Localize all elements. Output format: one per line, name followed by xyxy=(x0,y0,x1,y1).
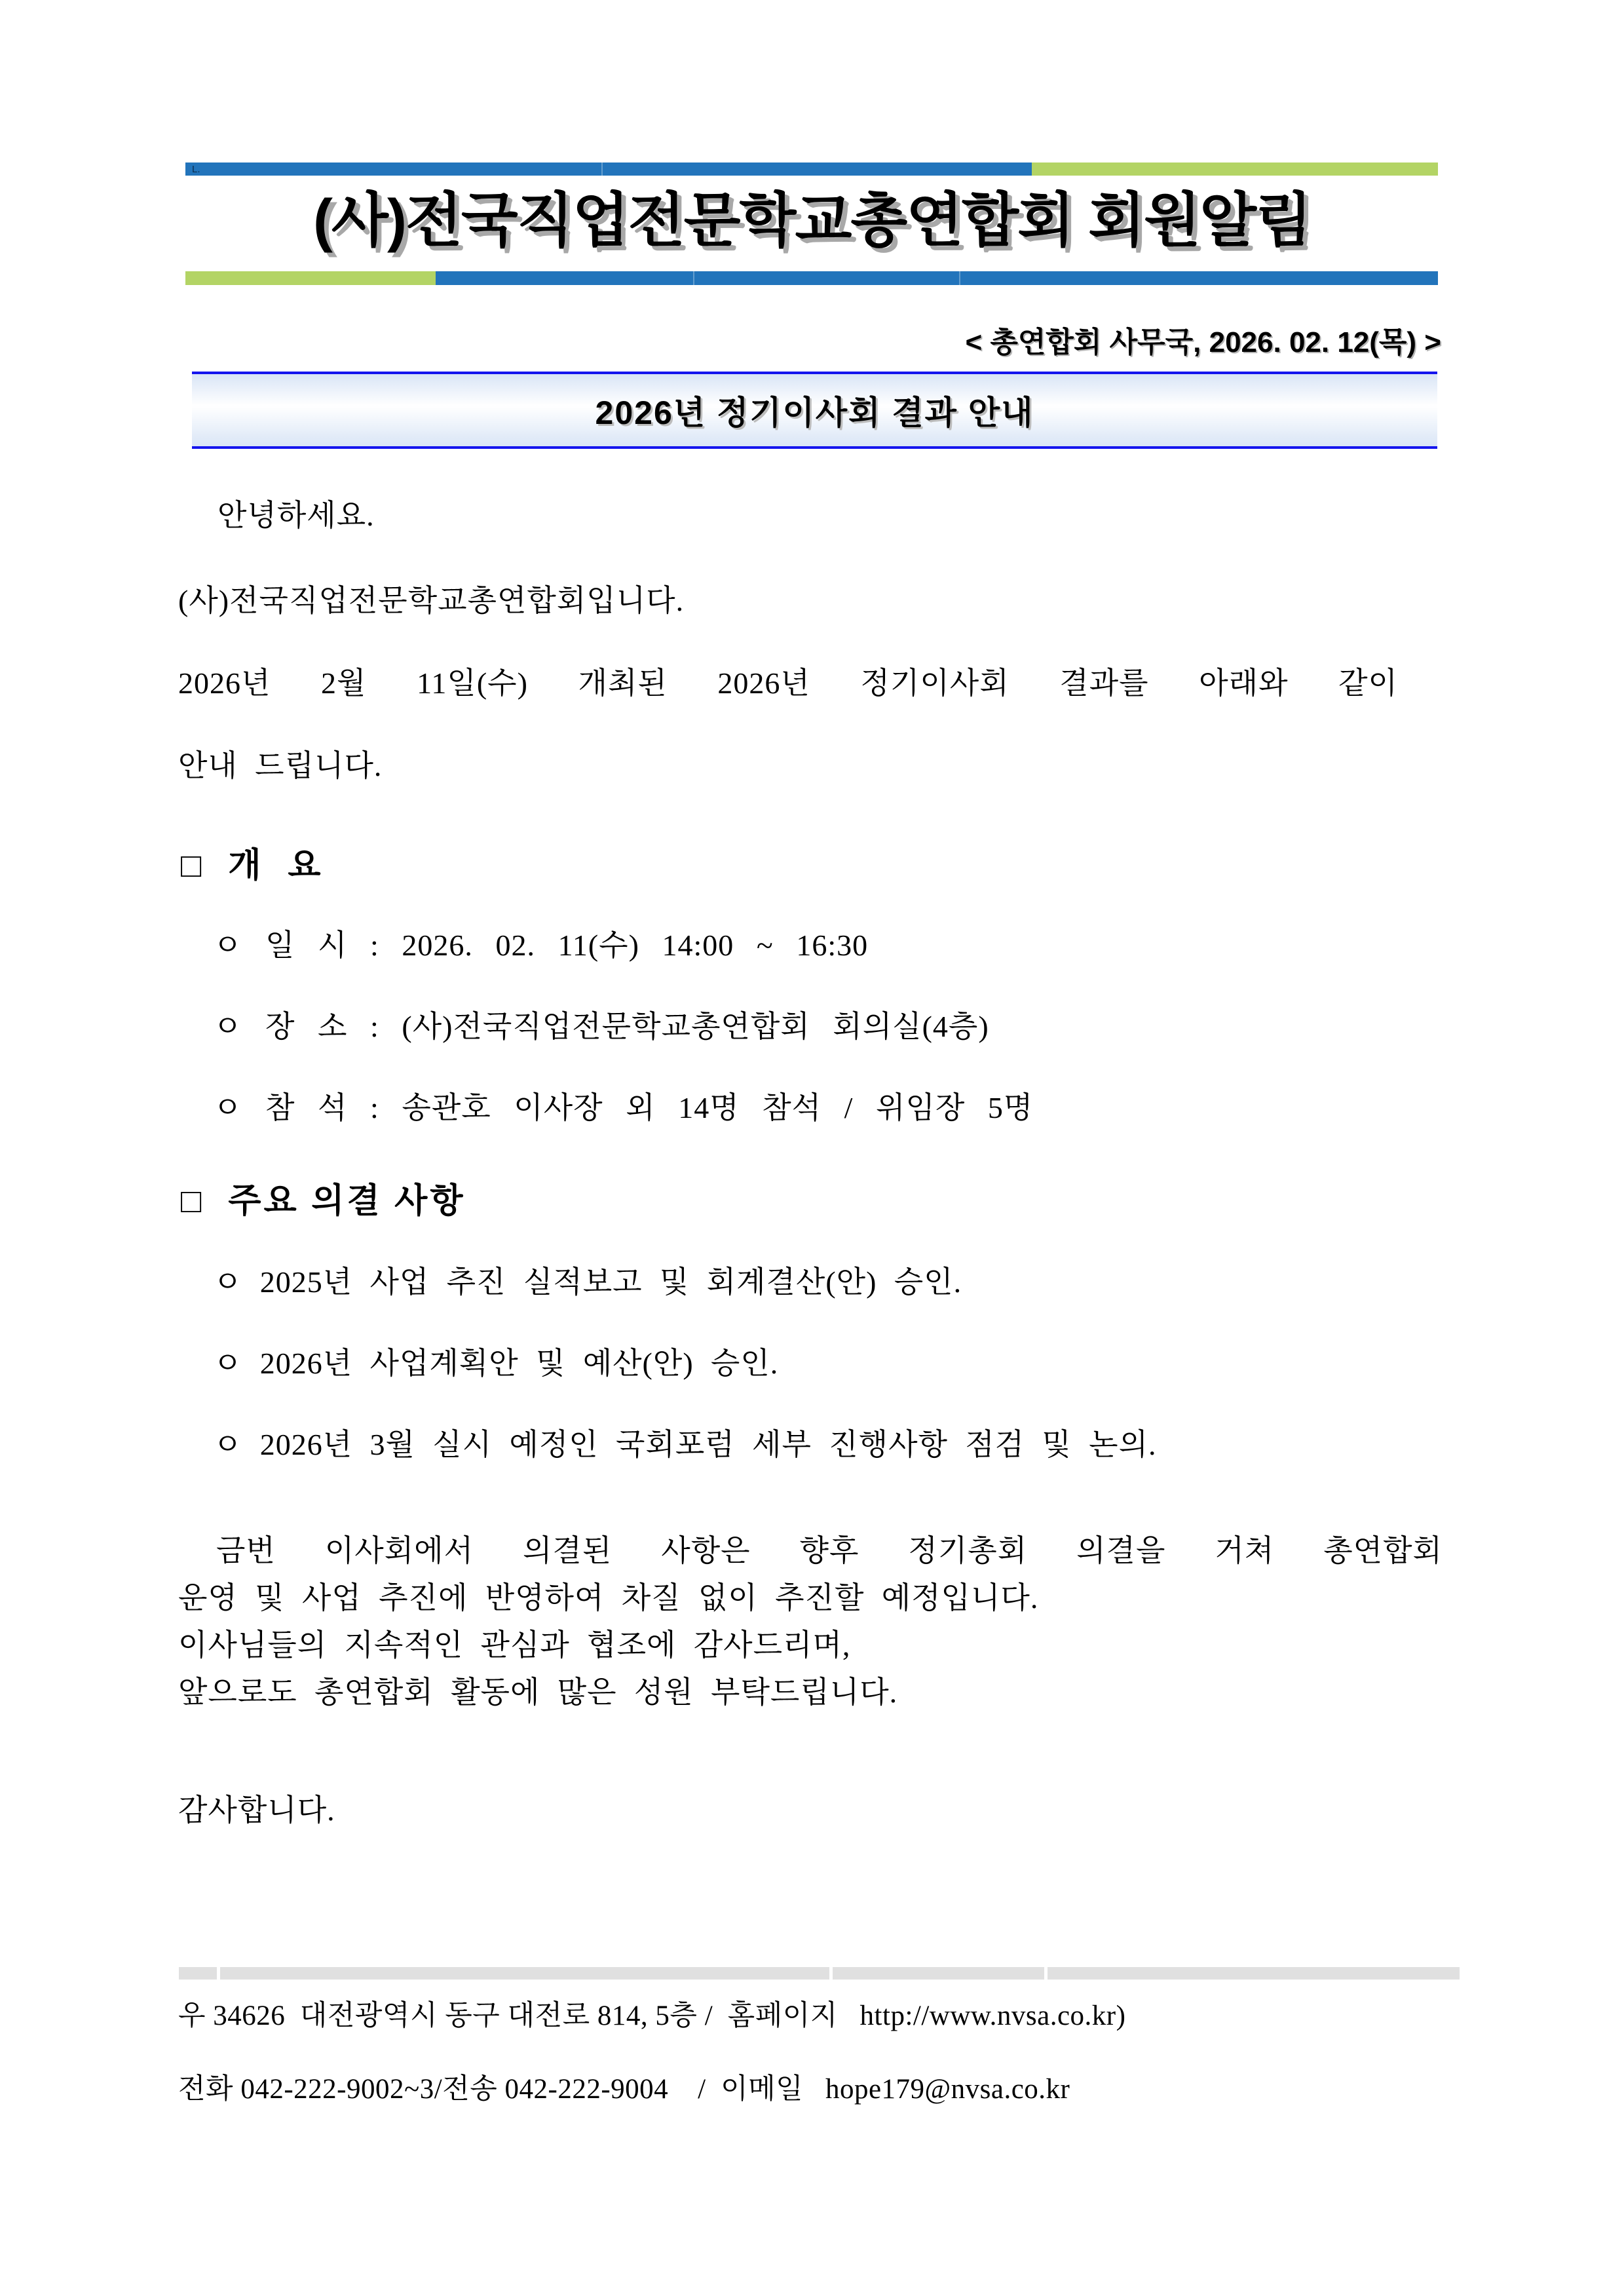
overview-item-place: ㅇ 장 소 : (사)전국직업전문학교총연합회 회의실(4층) xyxy=(213,1010,989,1043)
intro-line-2: 2026년 2월 11일(수) 개최된 2026년 정기이사회 결과를 아래와 같이 xyxy=(178,666,1398,700)
decisions-heading: □ 주요 의결 사항 xyxy=(181,1182,466,1220)
second-bar-green-segment xyxy=(185,271,436,285)
decision-item-3: ㅇ 2026년 3월 실시 예정인 국회포럼 세부 진행사항 점검 및 논의. xyxy=(213,1428,1157,1461)
footer-bar-segment-4 xyxy=(1048,1967,1460,1980)
overview-item-attendees: ㅇ 참 석 : 송관호 이사장 외 14명 참석 / 위임장 5명 xyxy=(213,1091,1034,1124)
footer-address-line: 우 34626 대전광역시 동구 대전로 814, 5층 / 홈페이지 http://www.nvsa.co.kr) xyxy=(178,2000,1126,2031)
closing-line-3: 이사님들의 지속적인 관심과 협조에 감사드리며, xyxy=(178,1628,851,1662)
overview-heading: □ 개 요 xyxy=(181,847,324,885)
decision-item-1: ㅇ 2025년 사업 추진 실적보고 및 회계결산(안) 승인. xyxy=(213,1265,962,1299)
overview-item-datetime: ㅇ 일 시 : 2026. 02. 11(수) 14:00 ~ 16:30 xyxy=(213,928,869,962)
second-bar-seam-2 xyxy=(959,271,960,285)
footer-contact-line: 전화 042-222-9002~3/전송 042-222-9004 / 이메일 hope179@nvsa.co.kr xyxy=(178,2074,1070,2105)
page-title: (사)전국직업전문학교총연합회 회원알림 xyxy=(313,188,1311,254)
top-bar-seam xyxy=(601,163,603,176)
intro-line-1: (사)전국직업전문학교총연합회입니다. xyxy=(178,584,685,617)
second-bar-blue-segment xyxy=(436,271,1438,285)
footer-bar-segment-3 xyxy=(833,1967,1044,1980)
top-bar-green-segment xyxy=(1032,163,1438,176)
footer-bar-segment-1 xyxy=(179,1967,217,1980)
issuer-date-line: < 총연합회 사무국, 2026. 02. 12(목) > xyxy=(965,326,1441,358)
thanks-line: 감사합니다. xyxy=(178,1793,335,1827)
bar-artifact-text: L. xyxy=(192,164,200,175)
intro-line-3: 안내 드립니다. xyxy=(178,749,383,782)
top-bar xyxy=(185,163,1438,176)
notice-title: 2026년 정기이사회 결과 안내 xyxy=(595,394,1034,431)
decision-item-2: ㅇ 2026년 사업계획안 및 예산(안) 승인. xyxy=(213,1347,779,1380)
closing-line-4: 앞으로도 총연합회 활동에 많은 성원 부탁드립니다. xyxy=(178,1675,898,1709)
second-bar xyxy=(185,271,1438,285)
footer-divider-bar xyxy=(179,1967,1460,1980)
closing-line-2: 운영 및 사업 추진에 반영하여 차질 없이 추진할 예정입니다. xyxy=(178,1581,1039,1615)
closing-line-1: 금번 이사회에서 의결된 사항은 향후 정기총회 의결을 거쳐 총연합회 xyxy=(216,1534,1443,1567)
top-bar-blue-segment xyxy=(185,163,1032,176)
greeting-line: 안녕하세요. xyxy=(217,499,375,532)
second-bar-seam-1 xyxy=(693,271,694,285)
footer-bar-segment-2 xyxy=(220,1967,829,1980)
notice-title-box xyxy=(192,372,1437,449)
